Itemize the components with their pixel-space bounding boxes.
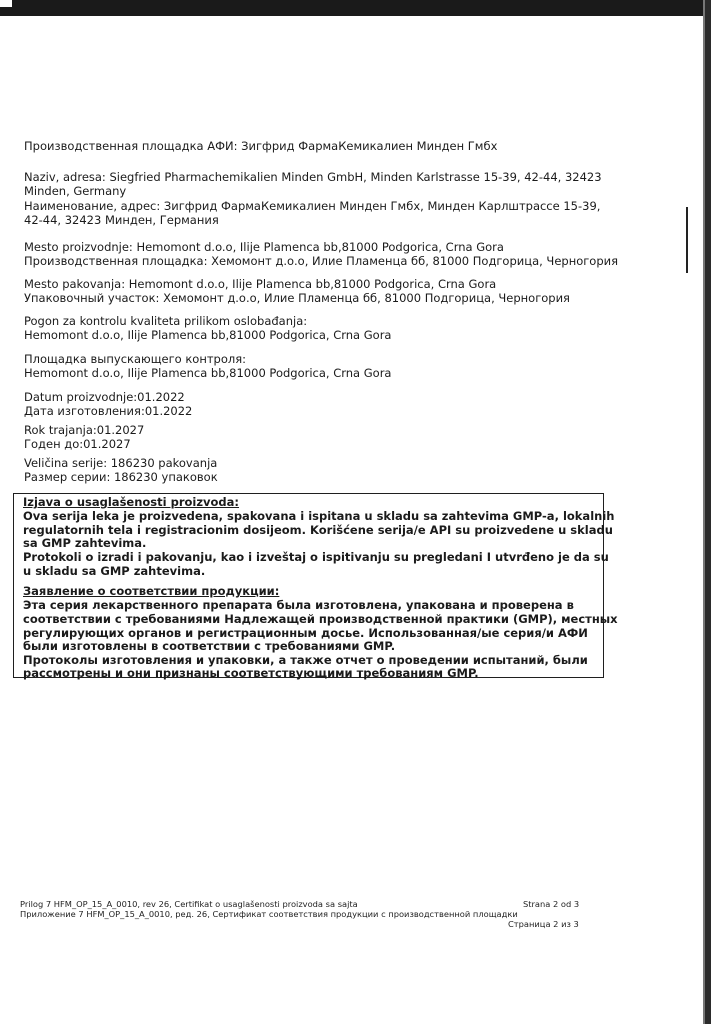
manufacture-date-sr: Datum proizvodnje:01.2022 [24, 390, 185, 404]
qc-release-ru-value: Hemomont d.o.o, Ilije Plamenca bb,81000 Podgorica, Crna Gora [24, 366, 392, 380]
scan-right-edge [703, 0, 711, 1024]
footer-ref-sr: Prilog 7 HFM_OP_15_A_0010, rev 26, Certifikat o usaglašenosti proizvoda sa sajta [20, 899, 358, 909]
batch-size-sr: Veličina serije: 186230 pakovanja [24, 456, 218, 470]
expiry-date-sr: Rok trajanja:01.2027 [24, 423, 145, 437]
naziv-line-4: 42-44, 32423 Минден, Германия [24, 213, 219, 227]
declaration-title-ru: Заявление о соответствии продукции: [23, 584, 280, 598]
packaging-site-ru: Упаковочный участок: Хемомонт д.о.о, Илие Пламенца бб, 81000 Подгорица, Черногория [24, 291, 570, 305]
declaration-sr-line-5: u skladu sa GMP zahtevima. [23, 564, 206, 578]
footer-page-sr: Strana 2 od 3 [523, 899, 580, 909]
declaration-ru-line-4: были изготовлены в соответствии с требованиями GMP. [23, 639, 396, 653]
packaging-site-sr: Mesto pakovanja: Hemomont d.o.o, Ilije Plamenca bb,81000 Podgorica, Crna Gora [24, 277, 497, 291]
qc-release-sr-value: Hemomont d.o.o, Ilije Plamenca bb,81000 Podgorica, Crna Gora [24, 328, 392, 342]
scan-top-gap [0, 0, 12, 7]
naziv-line-3: Наименование, адрес: Зигфрид ФармаКемикалиен Минден Гмбх, Минден Карлштрассе 15-39, [24, 199, 601, 213]
qc-release-ru-label: Площадка выпускающего контроля: [24, 352, 247, 366]
declaration-title-sr: Izjava o usaglašenosti proizvoda: [23, 495, 240, 509]
footer-page-ru: Страница 2 из 3 [508, 919, 579, 929]
declaration-box [13, 493, 618, 680]
declaration-ru-line-6: рассмотрены и они признаны соответствующими требованиям GMP. [23, 666, 479, 680]
scan-top-border [0, 0, 705, 16]
expiry-date-ru: Годен до:01.2027 [24, 437, 131, 451]
declaration-ru-line-3: регулирующих органов и регистрационным досье. Использованная/ые серия/и АФИ [23, 626, 588, 640]
declaration-sr-line-3: sa GMP zahtevima. [23, 536, 147, 550]
declaration-sr-line-4: Protokoli o izradi i pakovanju, kao i izveštaj o ispitivanju su pregledani I utvrđeno je da su [23, 550, 609, 564]
naziv-line-1: Naziv, adresa: Siegfried Pharmachemikalien Minden GmbH, Minden Karlstrasse 15-39, 42-44, 32423 [24, 170, 602, 184]
production-site-sr: Mesto proizvodnje: Hemomont d.o.o, Ilije Plamenca bb,81000 Podgorica, Crna Gora [24, 240, 504, 254]
declaration-ru-line-2: соответствии с требованиями Надлежащей производственной практики (GMP), местных [23, 612, 618, 626]
declaration-sr-line-2: regulatornih tela i registracionim dosijeom. Korišćene serija/e API su proizvedene u skladu [23, 523, 613, 537]
afi-site-ru: Производственная площадка АФИ: Зигфрид ФармаКемикалиен Минден Гмбх [24, 139, 498, 153]
footer-ref-ru: Приложение 7 HFM_OP_15_A_0010, ред. 26, Сертификат соответствия продукции с производственной площадки [20, 909, 518, 919]
scan-artifact-mark [686, 207, 688, 273]
manufacture-date-ru: Дата изготовления:01.2022 [24, 404, 193, 418]
declaration-sr-line-1: Ova serija leka je proizvedena, spakovana i ispitana u skladu sa zahtevima GMP-a, lokalnih [23, 509, 615, 523]
declaration-ru-line-5: Протоколы изготовления и упаковки, а также отчет о проведении испытаний, были [23, 653, 588, 667]
qc-release-sr-label: Pogon za kontrolu kvaliteta prilikom oslobađanja: [24, 314, 308, 328]
production-site-ru: Производственная площадка: Хемомонт д.о.о, Илие Пламенца бб, 81000 Подгорица, Черногория [24, 254, 619, 268]
batch-size-ru: Размер серии: 186230 упаковок [24, 470, 218, 484]
declaration-ru-line-1: Эта серия лекарственного препарата была изготовлена, упакована и проверена в [23, 598, 574, 612]
naziv-line-2: Minden, Germany [24, 184, 127, 198]
